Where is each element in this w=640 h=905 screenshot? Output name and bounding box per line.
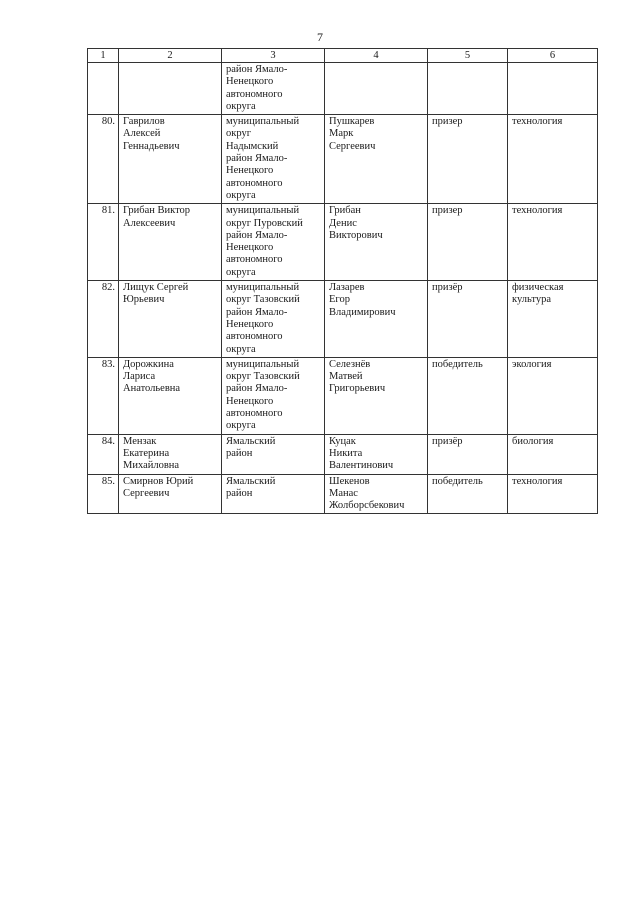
status: призёр <box>428 434 508 474</box>
student-name <box>325 63 428 115</box>
subject: технология <box>508 204 598 281</box>
municipality: муниципальный округ Надымский район Ямало- Ненецкого автономного округа <box>222 115 325 204</box>
row-number: 82. <box>88 281 119 358</box>
municipality: Ямальский район <box>222 434 325 474</box>
subject: технология <box>508 474 598 514</box>
subject <box>508 63 598 115</box>
row-number: 83. <box>88 357 119 434</box>
status: призер <box>428 204 508 281</box>
table-row <box>88 204 598 281</box>
results-table <box>87 48 598 514</box>
table-row <box>88 281 598 358</box>
column-header: 4 <box>325 49 428 63</box>
row-number: 84. <box>88 434 119 474</box>
subject: экология <box>508 357 598 434</box>
status <box>428 63 508 115</box>
row-number: 80. <box>88 115 119 204</box>
teacher-name: Грибан Виктор Алексеевич <box>119 204 222 281</box>
student-name: Лазарев Егор Владимирович <box>325 281 428 358</box>
teacher-name: Смирнов Юрий Сергеевич <box>119 474 222 514</box>
table-row <box>88 357 598 434</box>
student-name: Селезнёв Матвей Григорьевич <box>325 357 428 434</box>
teacher-name <box>119 63 222 115</box>
page-number: 7 <box>317 30 323 44</box>
status: победитель <box>428 357 508 434</box>
teacher-name: Лищук Сергей Юрьевич <box>119 281 222 358</box>
column-header: 3 <box>222 49 325 63</box>
column-header: 1 <box>88 49 119 63</box>
municipality: муниципальный округ Тазовский район Ямало- Ненецкого автономного округа <box>222 357 325 434</box>
table-row <box>88 474 598 514</box>
municipality: Ямальский район <box>222 474 325 514</box>
subject: биология <box>508 434 598 474</box>
teacher-name: Мензак Екатерина Михайловна <box>119 434 222 474</box>
student-name: Куцак Никита Валентинович <box>325 434 428 474</box>
status: призер <box>428 115 508 204</box>
status: победитель <box>428 474 508 514</box>
table-row <box>88 63 598 115</box>
student-name: Шекенов Манас Жолборсбекович <box>325 474 428 514</box>
municipality: муниципальный округ Тазовский район Ямало- Ненецкого автономного округа <box>222 281 325 358</box>
municipality: район Ямало- Ненецкого автономного округа <box>222 63 325 115</box>
status: призёр <box>428 281 508 358</box>
table-row <box>88 434 598 474</box>
row-number: 81. <box>88 204 119 281</box>
municipality: муниципальный округ Пуровский район Ямало- Ненецкого автономного округа <box>222 204 325 281</box>
subject: технология <box>508 115 598 204</box>
column-header: 6 <box>508 49 598 63</box>
subject: физическая культура <box>508 281 598 358</box>
student-name: Грибан Денис Викторович <box>325 204 428 281</box>
teacher-name: Дорожкина Лариса Анатольевна <box>119 357 222 434</box>
teacher-name: Гаврилов Алексей Геннадьевич <box>119 115 222 204</box>
row-number <box>88 63 119 115</box>
column-header: 2 <box>119 49 222 63</box>
student-name: Пушкарев Марк Сергеевич <box>325 115 428 204</box>
row-number: 85. <box>88 474 119 514</box>
header-row <box>88 49 598 63</box>
table-row <box>88 115 598 204</box>
column-header: 5 <box>428 49 508 63</box>
